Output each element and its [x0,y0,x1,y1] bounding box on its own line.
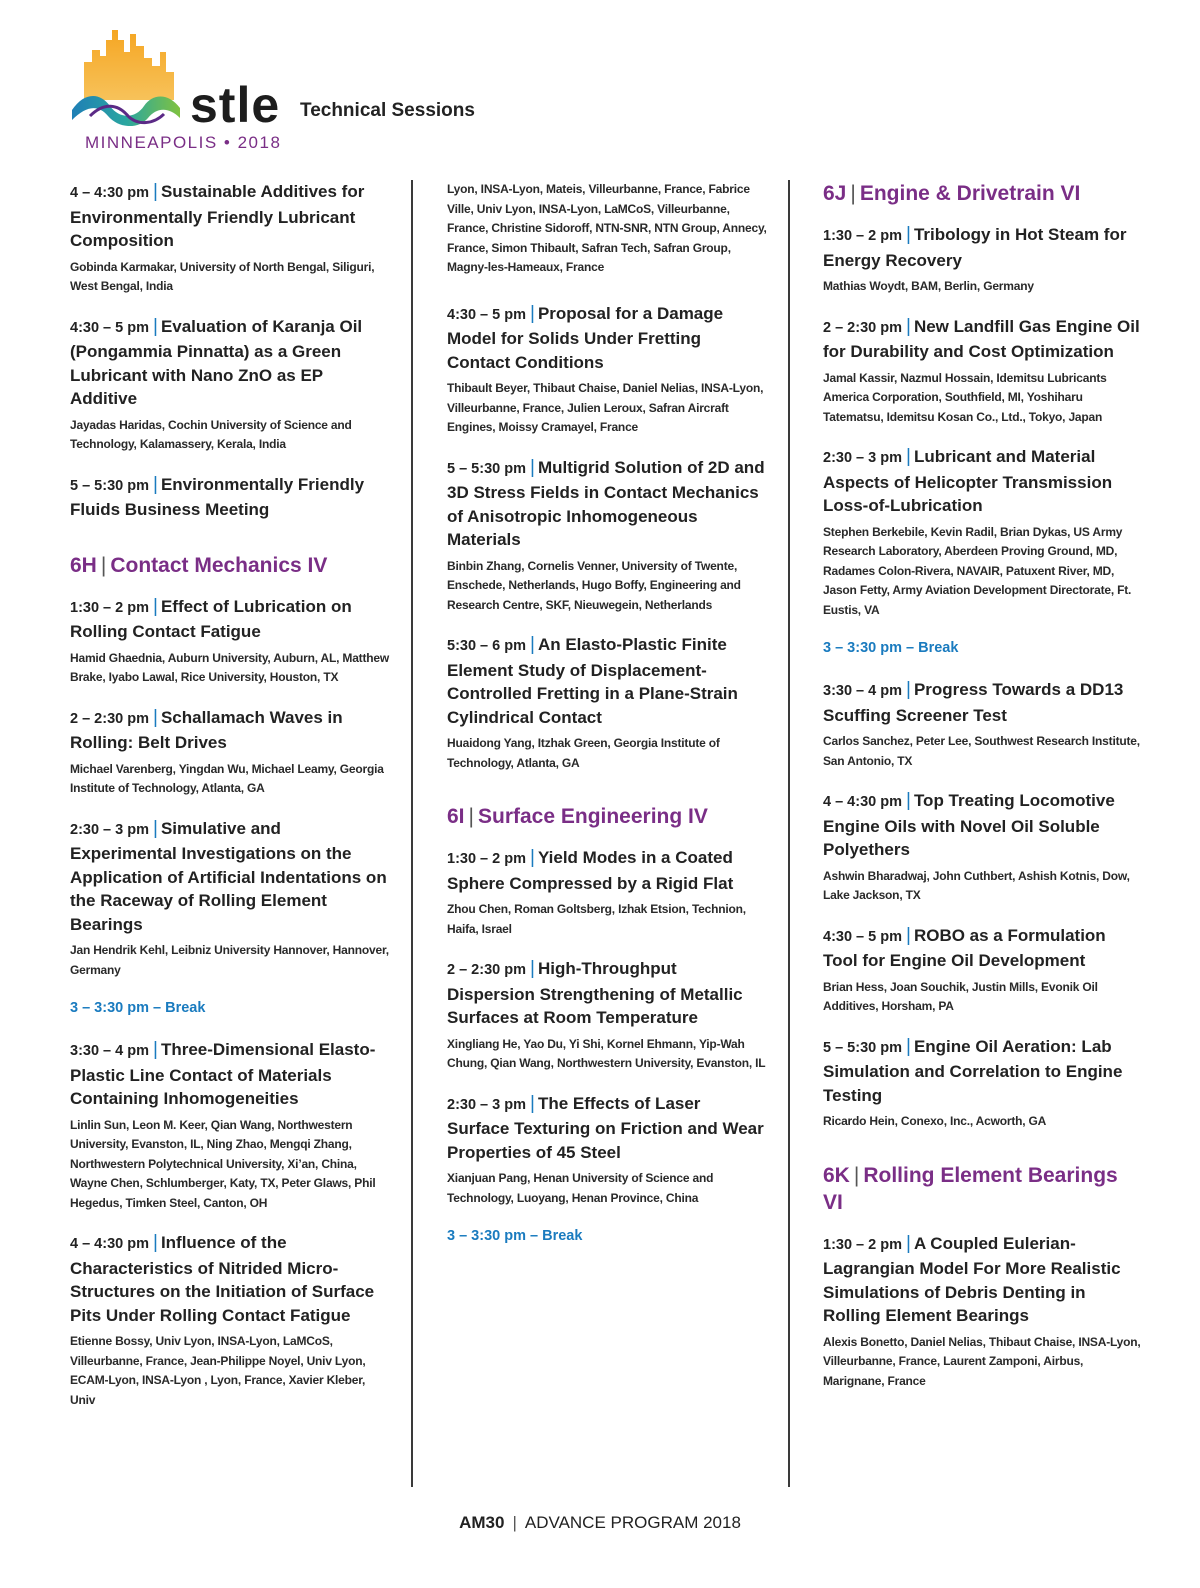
talk-entry [823,789,1143,906]
session-separator: | [100,553,107,577]
talk-title: Effect of Lubrication on Rolling Contact Fatigue [70,596,352,641]
talk-entry [70,473,390,522]
time-separator: | [153,817,158,839]
session-name: Contact Mechanics IV [110,553,328,577]
talk-heading [447,1092,767,1165]
talk-title: ROBO as a Formulation Tool for Engine Oil Development [823,925,1106,970]
time-separator: | [530,302,535,324]
page-footer [0,1513,1200,1533]
talk-entry [823,223,1143,297]
talk-heading [823,223,1143,272]
talk-time: 2:30 – 3 pm [447,1096,526,1113]
talk-entry [823,924,1143,1017]
talk-time: 5:30 – 6 pm [447,638,526,654]
time-separator: | [530,1092,535,1114]
talk-heading [447,456,767,552]
talk-heading [70,706,390,755]
talk-time: 3:30 – 4 pm [823,683,902,699]
session-separator: | [468,805,474,828]
time-separator: | [530,634,535,655]
talk-entry [823,678,1143,771]
talk-entry [70,1231,390,1410]
time-separator: | [530,456,535,478]
time-separator: | [153,1039,158,1060]
talk-title: Multigrid Solution of 2D and 3D Stress Fields in Contact Mechanics of Anisotropic Inhomogeneous Materials [447,457,765,549]
talk-title: Engine Oil Aeration: Lab Simulation and Correlation to Engine Testing [823,1036,1123,1105]
talk-heading [823,924,1143,973]
time-separator: | [906,924,911,946]
talk-heading [70,817,390,937]
talk-time: 2:30 – 3 pm [70,821,149,838]
talk-entry [70,1038,390,1213]
talk-time: 3:30 – 4 pm [70,1043,149,1059]
talk-heading [70,473,390,522]
talk-time: 4:30 – 5 pm [823,928,902,945]
talk-title: An Elasto-Plastic Finite Element Study of Displacement-Controlled Fretting in a Plane-Strain Cylindrical Contact [447,635,738,727]
column-divider [788,180,790,1487]
talk-authors: Jayadas Haridas, Cochin University of Science and Technology, Kalamassery, Kerala, India [70,417,352,451]
talk-time: 4:30 – 5 pm [70,319,149,336]
session-code: 6H [70,553,97,577]
session-code: 6I [447,805,465,828]
talk-authors: Zhou Chen, Roman Goltsberg, Izhak Etsion, Technion, Haifa, Israel [447,902,746,936]
talk-heading [823,315,1143,364]
talk-title: High-Throughput Dispersion Strengthening of Metallic Surfaces at Room Temperature [447,959,743,1027]
program-column-1 [70,180,390,1428]
talk-authors: Gobinda Karmakar, University of North Bengal, Siliguri, West Bengal, India [70,259,375,293]
talk-heading [70,595,390,644]
talk-authors: Ricardo Hein, Conexo, Inc., Acworth, GA [823,1114,1047,1128]
break-label: 3 – 3:30 pm – Break [823,640,959,656]
stle-skyline-logo [70,22,195,132]
talk-title: Yield Modes in a Coated Sphere Compressed by a Rigid Flat [447,848,734,893]
talk-title: Environmentally Friendly Fluids Business Meeting [70,474,365,519]
time-separator: | [530,958,535,979]
time-separator: | [906,790,911,811]
talk-entry [70,706,390,799]
talk-time: 1:30 – 2 pm [823,228,902,244]
talk-authors: Xianjuan Pang, Henan University of Science and Technology, Luoyang, Henan Province, China [447,1171,714,1205]
talk-time: 2 – 2:30 pm [447,962,526,978]
session-separator: | [850,182,856,205]
time-separator: | [153,595,158,617]
talk-time: 5 – 5:30 pm [70,477,149,494]
session-separator: | [853,1163,860,1187]
session-name: Surface Engineering IV [477,805,708,828]
session-code: 6K [823,1163,850,1187]
talk-heading [823,445,1143,518]
talk-title: Influence of the Characteristics of Nitrided Micro-Structures on the Initiation of Surface Pits Under Rolling Contact Fatigue [70,1233,375,1325]
time-separator: | [153,315,158,337]
talk-title: Evaluation of Karanja Oil (Pongammia Pinnatta) as a Green Lubricant with Nano ZnO as EP Additive [70,316,363,408]
talk-time: 1:30 – 2 pm [70,599,149,616]
talk-entry [70,595,390,688]
talk-title: Lubricant and Material Aspects of Helicopter Transmission Loss-of-Lubrication [823,447,1113,515]
time-separator: | [153,473,158,495]
talk-title: Tribology in Hot Steam for Energy Recovery [823,225,1127,270]
talk-entry [70,315,390,455]
talk-heading [70,1231,390,1327]
talk-entry [823,445,1143,620]
break-label: 3 – 3:30 pm – Break [447,1228,583,1244]
talk-heading [447,846,767,895]
talk-title: Proposal for a Damage Model for Solids Under Fretting Contact Conditions [447,303,724,372]
talk-entry [447,633,767,773]
talk-entry [70,180,390,297]
talk-entry [447,1092,767,1209]
talk-authors: Binbin Zhang, Cornelis Venner, University of Twente, Enschede, Netherlands, Hugo Boffy, Engineering and Research Centre, SKF, Nieuwegein, Netherlands [447,558,741,612]
program-column-3 [823,180,1143,1409]
program-column-2 [447,180,767,1266]
talk-title: Simulative and Experimental Investigations on the Application of Artificial Indentations on the Raceway of Rolling Element Bearings [70,818,387,934]
talk-title: Sustainable Additives for Environmentally Friendly Lubricant Composition [70,182,365,250]
footer-separator: | [512,1513,517,1532]
talk-heading [447,302,767,375]
talk-title: Progress Towards a DD13 Scuffing Screener Test [823,680,1124,725]
time-separator: | [906,446,911,467]
talk-heading [447,633,767,729]
talk-heading [823,789,1143,862]
talk-authors: Hamid Ghaednia, Auburn University, Auburn, AL, Matthew Brake, Iyabo Lawal, Rice University, Houston, TX [70,650,390,684]
talk-time: 5 – 5:30 pm [823,1039,902,1056]
talk-entry [447,456,767,616]
talk-title: Schallamach Waves in Rolling: Belt Drives [70,707,343,752]
talk-authors: Huaidong Yang, Itzhak Green, Georgia Institute of Technology, Atlanta, GA [447,736,720,770]
talk-authors: Brian Hess, Joan Souchik, Justin Mills, Evonik Oil Additives, Horsham, PA [823,979,1098,1013]
talk-heading [823,1035,1143,1108]
talk-authors: Ashwin Bharadwaj, John Cuthbert, Ashish Kotnis, Dow, Lake Jackson, TX [823,868,1130,902]
talk-authors: Jan Hendrik Kehl, Leibniz University Hannover, Hannover, Germany [70,943,389,977]
author-continuation: Lyon, INSA-Lyon, Mateis, Villeurbanne, France, Fabrice Ville, Univ Lyon, INSA-Lyon, LaMCoS, Villeurbanne, France, Christine Sidoroff, NTN-SNR, NTN Group, Annecy, France, Simon Thibault, Safran Tech, Safran Group, Magny-les-Hameaux, France [447,182,767,274]
talk-authors: Linlin Sun, Leon M. Keer, Qian Wang, Northwestern University, Evanston, IL, Ning Zhao, Mengqi Zhang, Northwestern Polytechnical University, Xi’an, China, Wayne Chen, Schlumberger, Katy, TX, Peter Glaws, Phil Hegedus, Timken Steel, Canton, OH [70,1117,376,1210]
talk-entry [447,302,767,438]
time-separator: | [153,706,158,728]
talk-authors: Mathias Woydt, BAM, Berlin, Germany [823,279,1034,293]
talk-authors: Etienne Bossy, Univ Lyon, INSA-Lyon, LaMCoS, Villeurbanne, France, Jean-Philippe Noyel, Univ Lyon, ECAM-Lyon, INSA-Lyon , Lyon, France, Xavier Kleber, Univ [70,1334,366,1407]
talk-heading [70,180,390,253]
time-separator: | [906,679,911,700]
talk-heading [70,315,390,411]
page-header [70,22,550,162]
talk-title: New Landfill Gas Engine Oil for Durability and Cost Optimization [823,316,1140,361]
session-name: Engine & Drivetrain VI [859,182,1081,205]
talk-entry [70,817,390,981]
talk-authors: Carlos Sanchez, Peter Lee, Southwest Research Institute, San Antonio, TX [823,734,1140,768]
session-heading [70,552,390,579]
talk-authors: Stephen Berkebile, Kevin Radil, Brian Dykas, US Army Research Laboratory, Aberdeen Proving Ground, MD, Radames Colon-Rivera, NAVAIR, Patuxent River, MD, Jason Fetty, Army Aviation Development Directorate, Ft. Eustis, VA [823,524,1132,617]
stle-wordmark: stle [190,77,281,133]
talk-time: 4 – 4:30 pm [70,1236,149,1252]
talk-authors: Thibault Beyer, Thibaut Chaise, Daniel Nelias, INSA-Lyon, Villeurbanne, France, Julien Leroux, Safran Aircraft Engines, Moissy Cramayel, France [447,381,764,434]
talk-authors: Michael Varenberg, Yingdan Wu, Michael Leamy, Georgia Institute of Technology, Atlanta, GA [70,761,384,795]
time-separator: | [906,315,911,337]
talk-title: The Effects of Laser Surface Texturing on Friction and Wear Properties of 45 Steel [447,1093,764,1162]
header-subtitle: Technical Sessions [300,100,475,121]
talk-heading [823,678,1143,727]
talk-heading [447,957,767,1030]
talk-heading [70,1038,390,1111]
program-name: ADVANCE PROGRAM 2018 [524,1513,741,1532]
page-number: AM30 [459,1513,505,1532]
session-name: Rolling Element Bearings VI [823,1163,1118,1214]
talk-time: 4 – 4:30 pm [70,185,149,201]
header-city-line: MINNEAPOLIS • 2018 [85,133,282,152]
session-heading [823,1162,1143,1216]
talk-entry [823,1035,1143,1132]
time-separator: | [530,847,535,868]
talk-entry [447,957,767,1074]
talk-time: 5 – 5:30 pm [447,460,526,477]
time-separator: | [906,1232,911,1254]
talk-title: A Coupled Eulerian-Lagrangian Model For More Realistic Simulations of Debris Denting in Rolling Element Bearings [823,1233,1121,1325]
talk-entry [823,315,1143,428]
talk-time: 2 – 2:30 pm [70,710,149,727]
session-code: 6J [823,182,847,205]
talk-title: Top Treating Locomotive Engine Oils with Novel Oil Soluble Polyethers [823,791,1115,859]
time-separator: | [906,1035,911,1057]
column-divider [411,180,413,1487]
session-heading [447,803,767,830]
talk-time: 1:30 – 2 pm [823,1236,902,1253]
talk-title: Three-Dimensional Elasto-Plastic Line Contact of Materials Containing Inhomogeneities [70,1040,376,1108]
talk-authors: Jamal Kassir, Nazmul Hossain, Idemitsu Lubricants America Corporation, Southfield, MI, Yoshiharu Tatematsu, Idemitsu Kosan Co., Ltd., Tokyo, Japan [823,370,1107,424]
talk-authors: Alexis Bonetto, Daniel Nelias, Thibaut Chaise, INSA-Lyon, Villeurbanne, France, Laurent Zamponi, Airbus, Marignane, France [823,1334,1141,1388]
talk-entry [823,1232,1143,1392]
talk-time: 2 – 2:30 pm [823,319,902,336]
talk-heading [823,1232,1143,1328]
talk-time: 4 – 4:30 pm [823,794,902,810]
time-separator: | [153,1232,158,1253]
talk-authors: Xingliang He, Yao Du, Yi Shi, Kornel Ehmann, Yip-Wah Chung, Qian Wang, Northwestern University, Evanston, IL [447,1036,766,1070]
talk-time: 1:30 – 2 pm [447,851,526,867]
time-separator: | [906,224,911,245]
session-heading [823,180,1143,207]
talk-time: 4:30 – 5 pm [447,306,526,323]
talk-time: 2:30 – 3 pm [823,450,902,466]
break-label: 3 – 3:30 pm – Break [70,1000,206,1016]
talk-entry [447,846,767,939]
time-separator: | [153,181,158,202]
